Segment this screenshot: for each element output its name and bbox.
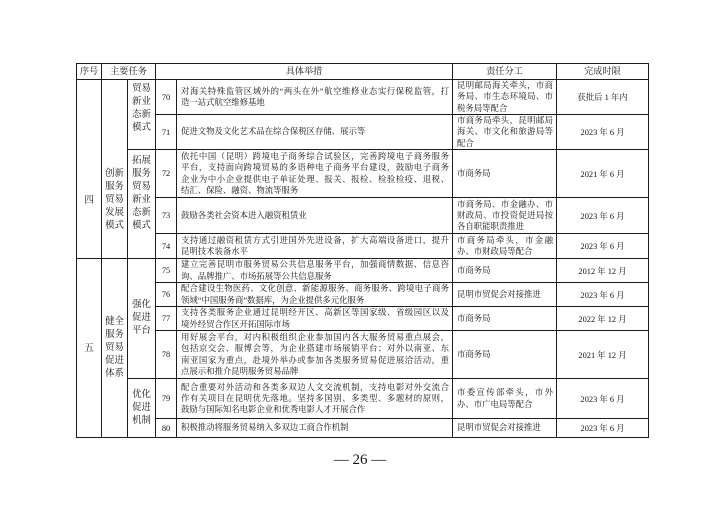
header-deadline: 完成时限	[557, 64, 649, 80]
measure-cell	[177, 150, 453, 198]
table-row	[77, 80, 649, 115]
responsibility-line: 海关、市文化和旅游局等	[457, 127, 553, 137]
item-number: 80	[156, 419, 177, 438]
measure-cell	[177, 419, 453, 438]
measure-line: 鼓励各类社会资本进入融资租赁业	[181, 210, 307, 220]
sub-task: 贸易新业态新模式	[128, 80, 156, 150]
table-row	[77, 198, 649, 234]
item-number: 73	[156, 198, 177, 234]
deadline-cell: 2023 年 6 月	[557, 419, 649, 438]
item-number: 70	[156, 80, 177, 115]
measure-cell	[177, 198, 453, 234]
measure-line: 领域“中国服务商”数据库，为企业提供多元化服务	[181, 295, 365, 305]
responsibility-line: 昆明市贸促会对接推进	[457, 423, 541, 433]
measure-line: 作有关项目在昆明优先落地。坚持多国别、多类型、多题材的原则，	[181, 393, 449, 403]
table-row	[77, 331, 649, 379]
table-row	[77, 379, 649, 419]
measure-cell	[177, 379, 453, 419]
responsibility-cell	[453, 198, 557, 234]
responsibility-cell	[453, 150, 557, 198]
header-seq: 序号	[77, 64, 102, 80]
measure-line: 南亚国家为重点，赴境外举办或参加各类服务贸易促进展洽活动，重	[181, 355, 449, 365]
measure-cell	[177, 259, 453, 283]
table-row	[77, 234, 649, 259]
measure-line: 配合重要对外活动和各类多双边人文交流机制，支持电影对外交流合	[181, 382, 449, 392]
sub-task: 优化促进机制	[128, 379, 156, 438]
responsibility-cell	[453, 331, 557, 379]
table-row	[77, 307, 649, 331]
responsibility-line: 市商务局	[457, 313, 491, 323]
measure-line: 支持各类服务企业通过昆明经开区、高新区等国家级、省级园区以及	[181, 308, 449, 318]
responsibility-line: 市商务局	[457, 349, 491, 359]
measure-line: 平台，支持面向跨境贸易的多语种电子商务平台建设，鼓励电子商务	[181, 163, 449, 173]
measure-line: 鼓励与国际知名电影企业和优秀电影人才开展合作	[181, 405, 366, 415]
measure-line: 询、品牌推广、市场拓展等公共信息服务	[181, 271, 332, 281]
measure-line: 支持通过融资租赁方式引进国外先进设备，扩大高端设备进口，提升	[181, 235, 449, 245]
header-measure: 具体举措	[156, 64, 453, 80]
responsibility-cell	[453, 419, 557, 438]
measure-line: 建立完善昆明市服务贸易公共信息服务平台，加强商情数据、信息咨	[181, 260, 449, 270]
deadline-cell: 2023 年 6 月	[557, 379, 649, 419]
table-row	[77, 283, 649, 307]
task-table	[76, 63, 649, 438]
responsibility-line: 配合	[457, 138, 474, 148]
measure-line: 企业为中小企业提供电子单证处理、报关、报检、检验检疫、退税、	[181, 174, 449, 184]
measure-line: 昆明技术装备水平	[181, 247, 248, 256]
table-body	[77, 80, 649, 438]
responsibility-line: 办、市财政局等配合	[457, 247, 533, 256]
responsibility-cell	[453, 283, 557, 307]
measure-line: 配合建设生物医药、文化创意、新能源服务、商务服务、跨境电子商务	[181, 284, 449, 294]
responsibility-line: 昆明邮局海关牵头，市商	[457, 81, 553, 91]
item-number: 76	[156, 283, 177, 307]
item-number: 75	[156, 259, 177, 283]
responsibility-line: 市商务局牵头，昆明邮局	[457, 116, 553, 126]
deadline-cell: 2021 年 12 月	[557, 331, 649, 379]
header-row	[77, 64, 649, 80]
responsibility-line: 市商务局牵头，市金融	[457, 235, 553, 245]
table-row	[77, 115, 649, 150]
item-number: 78	[156, 331, 177, 379]
responsibility-cell	[453, 307, 557, 331]
deadline-cell: 2023 年 6 月	[557, 198, 649, 234]
responsibility-cell	[453, 379, 557, 419]
responsibility-line: 市商务局	[457, 168, 491, 178]
measure-line: 包括京交会、服博会等，为企业搭建市场展销平台；对外以南亚、东	[181, 344, 449, 354]
responsibility-line: 办、市广电局等配合	[457, 399, 533, 409]
deadline-cell: 2022 年 12 月	[557, 307, 649, 331]
measure-cell	[177, 331, 453, 379]
main-task: 健全服务贸易促进体系	[102, 259, 128, 438]
responsibility-line: 市商务局、市金融办、市	[457, 199, 553, 209]
deadline-cell: 2023 年 6 月	[557, 115, 649, 150]
sub-task: 强化促进平台	[128, 259, 156, 379]
measure-line: 促进文物及文化艺术品在综合保税区存储、展示等	[181, 127, 366, 137]
responsibility-cell	[453, 115, 557, 150]
measure-line: 用好展会平台，对内积极组织企业参加国内各大服务贸易重点展会，	[181, 332, 449, 342]
measure-line: 境外经贸合作区开拓国际市场	[181, 319, 290, 329]
deadline-cell: 获批后 1 年内	[557, 80, 649, 115]
measure-line: 造一站式航空维修基地	[181, 98, 265, 107]
measure-line: 依托中国（昆明）跨境电子商务综合试验区，完善跨境电子商务服务	[181, 151, 449, 161]
item-number: 79	[156, 379, 177, 419]
responsibility-line: 财政局、市投资促进局按	[457, 210, 553, 220]
measure-cell	[177, 307, 453, 331]
item-number: 74	[156, 234, 177, 259]
item-number: 72	[156, 150, 177, 198]
measure-cell	[177, 115, 453, 150]
section-number: 五	[77, 259, 102, 438]
responsibility-line: 昆明市贸促会对接推进	[457, 289, 541, 299]
table-row	[77, 259, 649, 283]
table-row	[77, 419, 649, 438]
table-row	[77, 150, 649, 198]
responsibility-line: 市委宣传部牵头，市外	[457, 388, 553, 398]
responsibility-line: 市商务局	[457, 265, 491, 275]
deadline-cell: 2023 年 6 月	[557, 283, 649, 307]
table-header	[77, 64, 649, 80]
item-number: 71	[156, 115, 177, 150]
page-number: — 26 —	[333, 452, 387, 468]
responsibility-cell	[453, 259, 557, 283]
header-responsibility: 责任分工	[453, 64, 557, 80]
responsibility-line: 税务局等配合	[457, 103, 508, 113]
measure-line: 点展示和推介昆明服务贸易品牌	[181, 366, 299, 376]
responsibility-line: 务局、市生态环境局、市	[457, 92, 553, 102]
measure-cell	[177, 80, 453, 115]
measure-cell	[177, 234, 453, 259]
item-number: 77	[156, 307, 177, 331]
measure-line: 对海关特殊监管区域外的“两头在外”航空维修业态实行保税监管，打	[181, 86, 449, 96]
responsibility-line: 各自职能职责推进	[457, 222, 524, 232]
header-main-task: 主要任务	[102, 64, 156, 80]
deadline-cell: 2023 年 6 月	[557, 234, 649, 259]
measure-line: 积极推动将服务贸易纳入多双边工商合作机制	[181, 423, 349, 433]
measure-line: 结汇、保险、融资、物流等服务	[181, 185, 299, 195]
responsibility-cell	[453, 234, 557, 259]
measure-cell	[177, 283, 453, 307]
deadline-cell: 2012 年 12 月	[557, 259, 649, 283]
section-number: 四	[77, 80, 102, 259]
responsibility-cell	[453, 80, 557, 115]
main-task: 创新服务贸易发展模式	[102, 80, 128, 259]
sub-task: 拓展服务贸易新业态新模式	[128, 150, 156, 259]
deadline-cell: 2021 年 6 月	[557, 150, 649, 198]
